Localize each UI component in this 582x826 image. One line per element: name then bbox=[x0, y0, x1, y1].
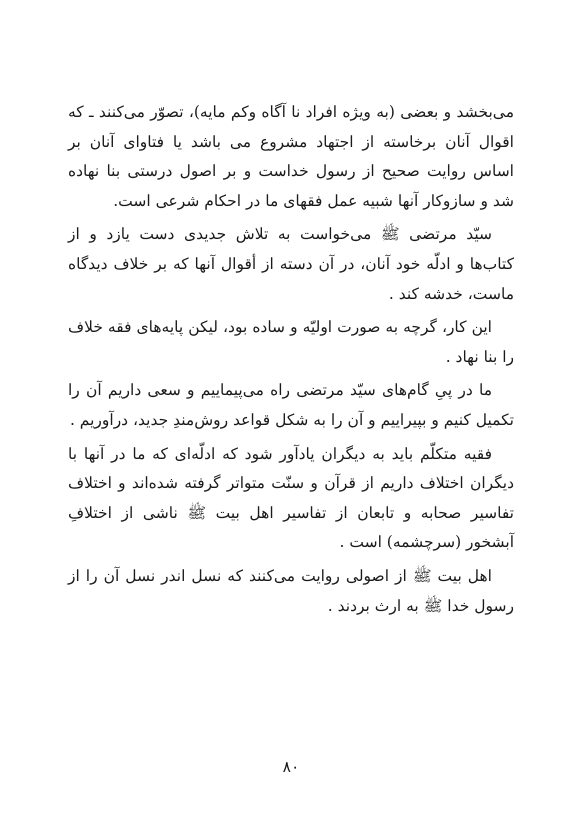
document-body bbox=[68, 98, 514, 621]
paragraph-theologian-jurist: فقیه متکلّم باید به دیگران یادآور شود که ادلّه‌ای که ما در آنها با دیگران اختلاف داریم از قرآن و سنّت متواتر گرفته شده‌اند و اختلاف تفاسیر صحابه و تابعان از تفاسیر اهل بیت ﷺ ناشی از اختلافِ آبشخور (سرچشمه) است . bbox=[68, 444, 514, 552]
paragraph-foundation: این کار، گرچه به صورت اولیّه و ساده بود، لیکن پایه‌های فقه خلاف را بنا نهاد . bbox=[68, 318, 514, 366]
paragraph-sayyid-murtada: سیّد مرتضی ﷺ می‌خواست به تلاش جدیدی دست یازد و از کتاب‌ها و ادلّه خود آنان، در آن دسته از أقوال آنها که بر خلاف دیدگاه ماست، خدشه کند . bbox=[68, 225, 514, 303]
paragraph-following-steps: ما در پیِ گام‌های سیّد مرتضی راه می‌پیماییم و سعی داریم آن را تکمیل کنیم و بپیراییم و آن را به شکل قواعد روش‌مندِ جدید، درآوریم . bbox=[68, 381, 514, 429]
paragraph-continuation: می‌بخشد و بعضی (به ویژه افراد نا آگاه وکم مایه)، تصوّر می‌کنند ـ که اقوال آنان برخاسته از اجتهاد مشروع می باشد یا فتاوای آنان بر اساس روایت صحیح از رسول خداست و بر اصول درستی بنا نهاده شد و سازوکار آنها شبیه عمل فقهای ما در احکام شرعی است. bbox=[68, 103, 514, 210]
page-number: ٨٠ bbox=[282, 758, 300, 776]
paragraph-ahl-al-bayt: اهل بیت ﷺ از اصولی روایت می‌کنند که نسل اندر نسل آن را از رسول خدا ﷺ به ارث بردند . bbox=[68, 566, 514, 615]
